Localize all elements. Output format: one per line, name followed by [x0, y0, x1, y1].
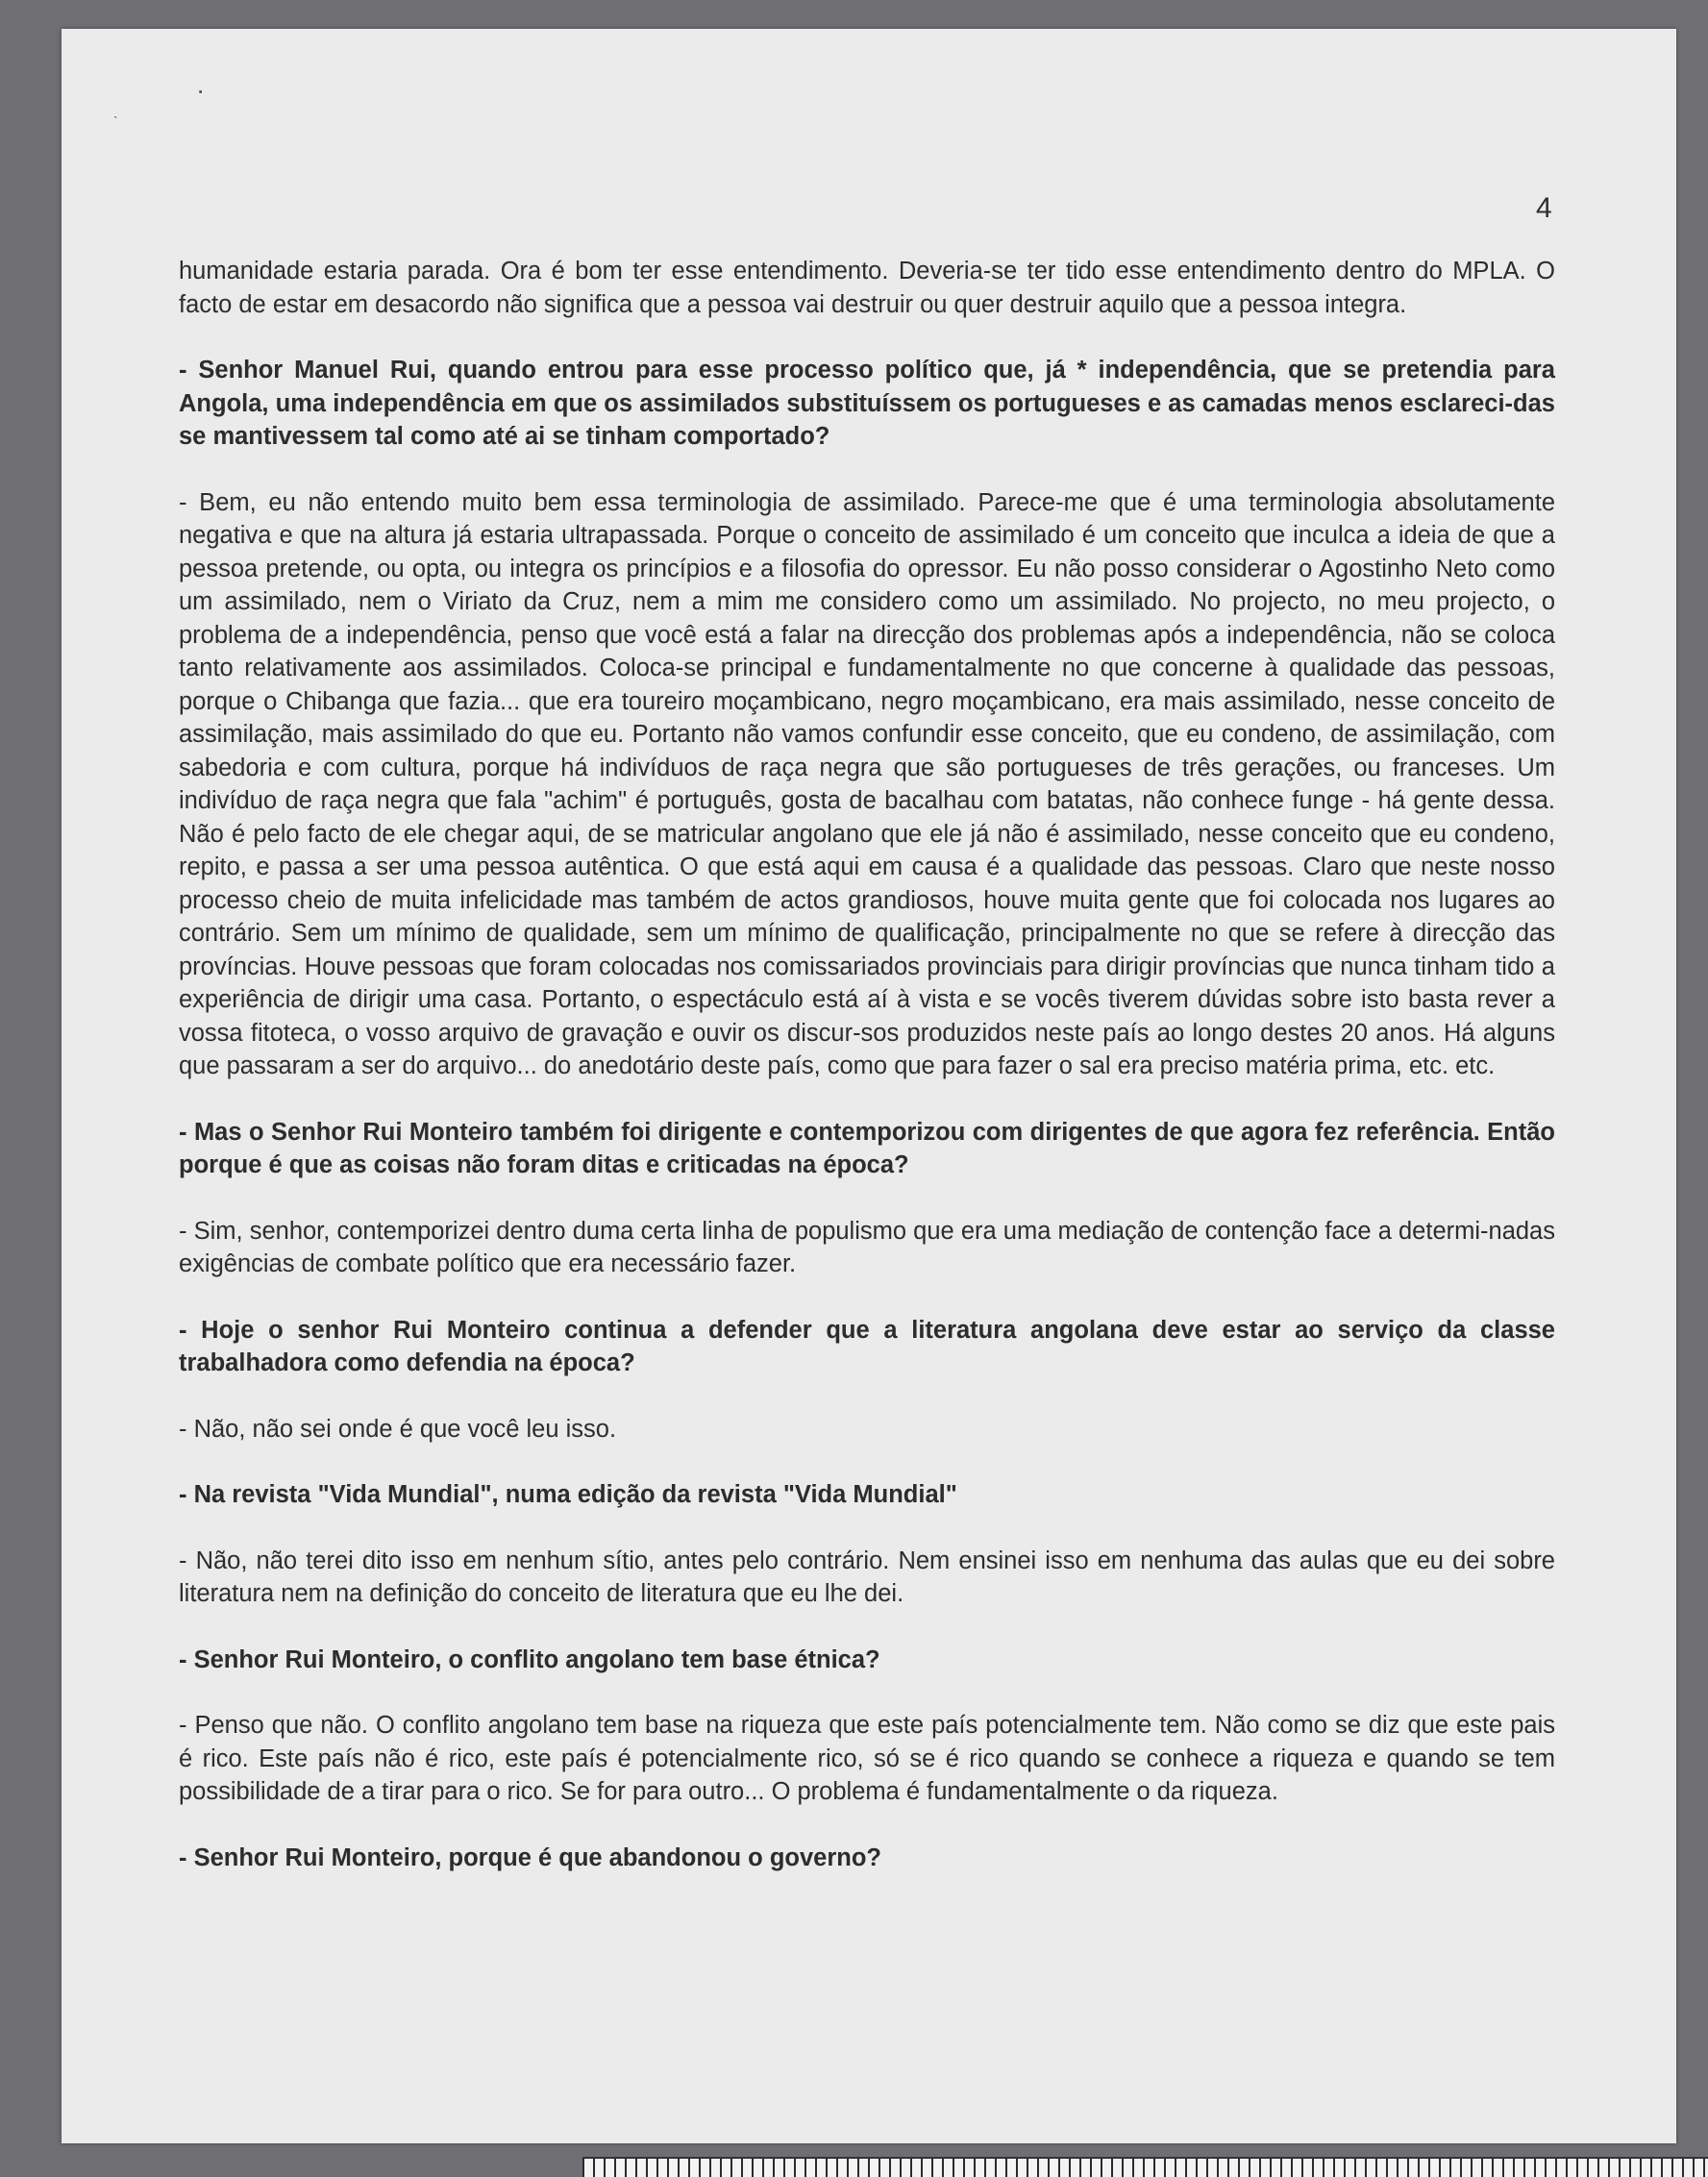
answer-paragraph: - Sim, senhor, contemporizei dentro duma certa linha de populismo que era uma mediação de contenção face a determi-nadas exigências de combate político que era necessário fazer.	[179, 1217, 1555, 1277]
interview-text	[179, 255, 1555, 1874]
answer-paragraph: - Não, não terei dito isso em nenhum sítio, antes pelo contrário. Nem ensinei isso em nenhuma das aulas que eu dei sobre literatura nem na definição do conceito de literatura que eu lhe dei.	[179, 1546, 1555, 1607]
speck-mark: ·	[196, 75, 206, 105]
scan-ruler	[582, 2157, 1708, 2177]
question-paragraph: - Senhor Rui Monteiro, porque é que abandonou o governo?	[179, 1843, 881, 1871]
question-paragraph: - Senhor Rui Monteiro, o conflito angolano tem base étnica?	[179, 1645, 880, 1673]
answer-paragraph: - Bem, eu não entendo muito bem essa terminologia de assimilado. Parece-me que é uma terminologia absolutamente negativa e que na altura já estaria ultrapassada. Porque o conceito de assimilado é um conceito que inculca a ideia de que a pessoa pretende, ou opta, ou integra os princípios e a filosofia do opressor. Eu não posso considerar o Agostinho Neto como um assimilado, nem o Viriato da Cruz, nem a mim me considero como um assimilado. No projecto, no meu projecto, o problema de a independência, penso que você está a falar na direcção dos problemas após a independência, não se coloca tanto relativamente aos assimilados. Coloca-se principal e fundamentalmente no que concerne à qualidade das pessoas, porque o Chibanga que fazia... que era toureiro moçambicano, negro moçambicano, era mais assimilado, nesse conceito de assimilação, mais assimilado do que eu. Portanto não vamos confundir esse conceito, que eu condeno, de assimilação, com sabedoria e com cultura, porque há indivíduos de raça negra que são portugueses de três gerações, ou franceses. Um indivíduo de raça negra que fala "achim" é português, gosta de bacalhau com batatas, não conhece funge - há gente dessa. Não é pelo facto de ele chegar aqui, de se matricular angolano que ele já não é assimilado, nesse conceito que eu condeno, repito, e passa a ser uma pessoa autêntica. O que está aqui em causa é a qualidade das pessoas. Claro que neste nosso processo cheio de muita infelicidade mas também de actos grandiosos, houve muita gente que foi colocada nos lugares ao contrário. Sem um mínimo de qualidade, sem um mínimo de qualificação, principalmente no que se refere à direcção das províncias. Houve pessoas que foram colocadas nos comissariados provinciais para dirigir províncias que nunca tinham tido a experiência de dirigir uma casa. Portanto, o espectáculo está aí à vista e se vocês tiverem dúvidas sobre isto basta rever a vossa fitoteca, o vosso arquivo de gravação e ouvir os discur-sos produzidos neste país ao longo destes 20 anos. Há alguns que passaram a ser do arquivo... do anedotário deste país, como que para fazer o sal era preciso matéria prima, etc. etc.	[179, 488, 1555, 1079]
answer-paragraph: humanidade estaria parada. Ora é bom ter esse entendimento. Deveria-se ter tido esse entendimento dentro do MPLA. O facto de estar em desacordo não significa que a pessoa vai destruir ou quer destruir aquilo que a pessoa integra.	[179, 258, 1555, 318]
question-paragraph: - Na revista "Vida Mundial", numa edição da revista "Vida Mundial"	[179, 1481, 957, 1508]
answer-paragraph: - Penso que não. O conflito angolano tem base na riqueza que este país potencialmente tem. Não como se diz que este pais é rico. Este país não é rico, este país é potencialmente rico, só se é rico quando se conhece a riqueza e quando se tem possibilidade de a tirar para o rico. Se for para outro... O problema é fundamentalmente o da riqueza.	[179, 1712, 1555, 1805]
answer-paragraph: - Não, não sei onde é que você leu isso.	[179, 1415, 617, 1443]
speck-mark: `	[113, 113, 118, 129]
question-paragraph: - Senhor Manuel Rui, quando entrou para esse processo político que, já * independência, que se pretendia para Angola, uma independência em que os assimilados substituíssem os portugueses e as camadas menos esclareci-das se mantivessem tal como até ai se tinham comportado?	[179, 357, 1555, 450]
question-paragraph: - Hoje o senhor Rui Monteiro continua a defender que a literatura angolana deve estar ao serviço da classe trabalhadora como defendia na época?	[179, 1316, 1555, 1376]
page-number: 4	[1536, 192, 1552, 224]
question-paragraph: - Mas o Senhor Rui Monteiro também foi dirigente e contemporizou com dirigentes de que agora fez referência. Então porque é que as coisas não foram ditas e criticadas na época?	[179, 1118, 1555, 1178]
